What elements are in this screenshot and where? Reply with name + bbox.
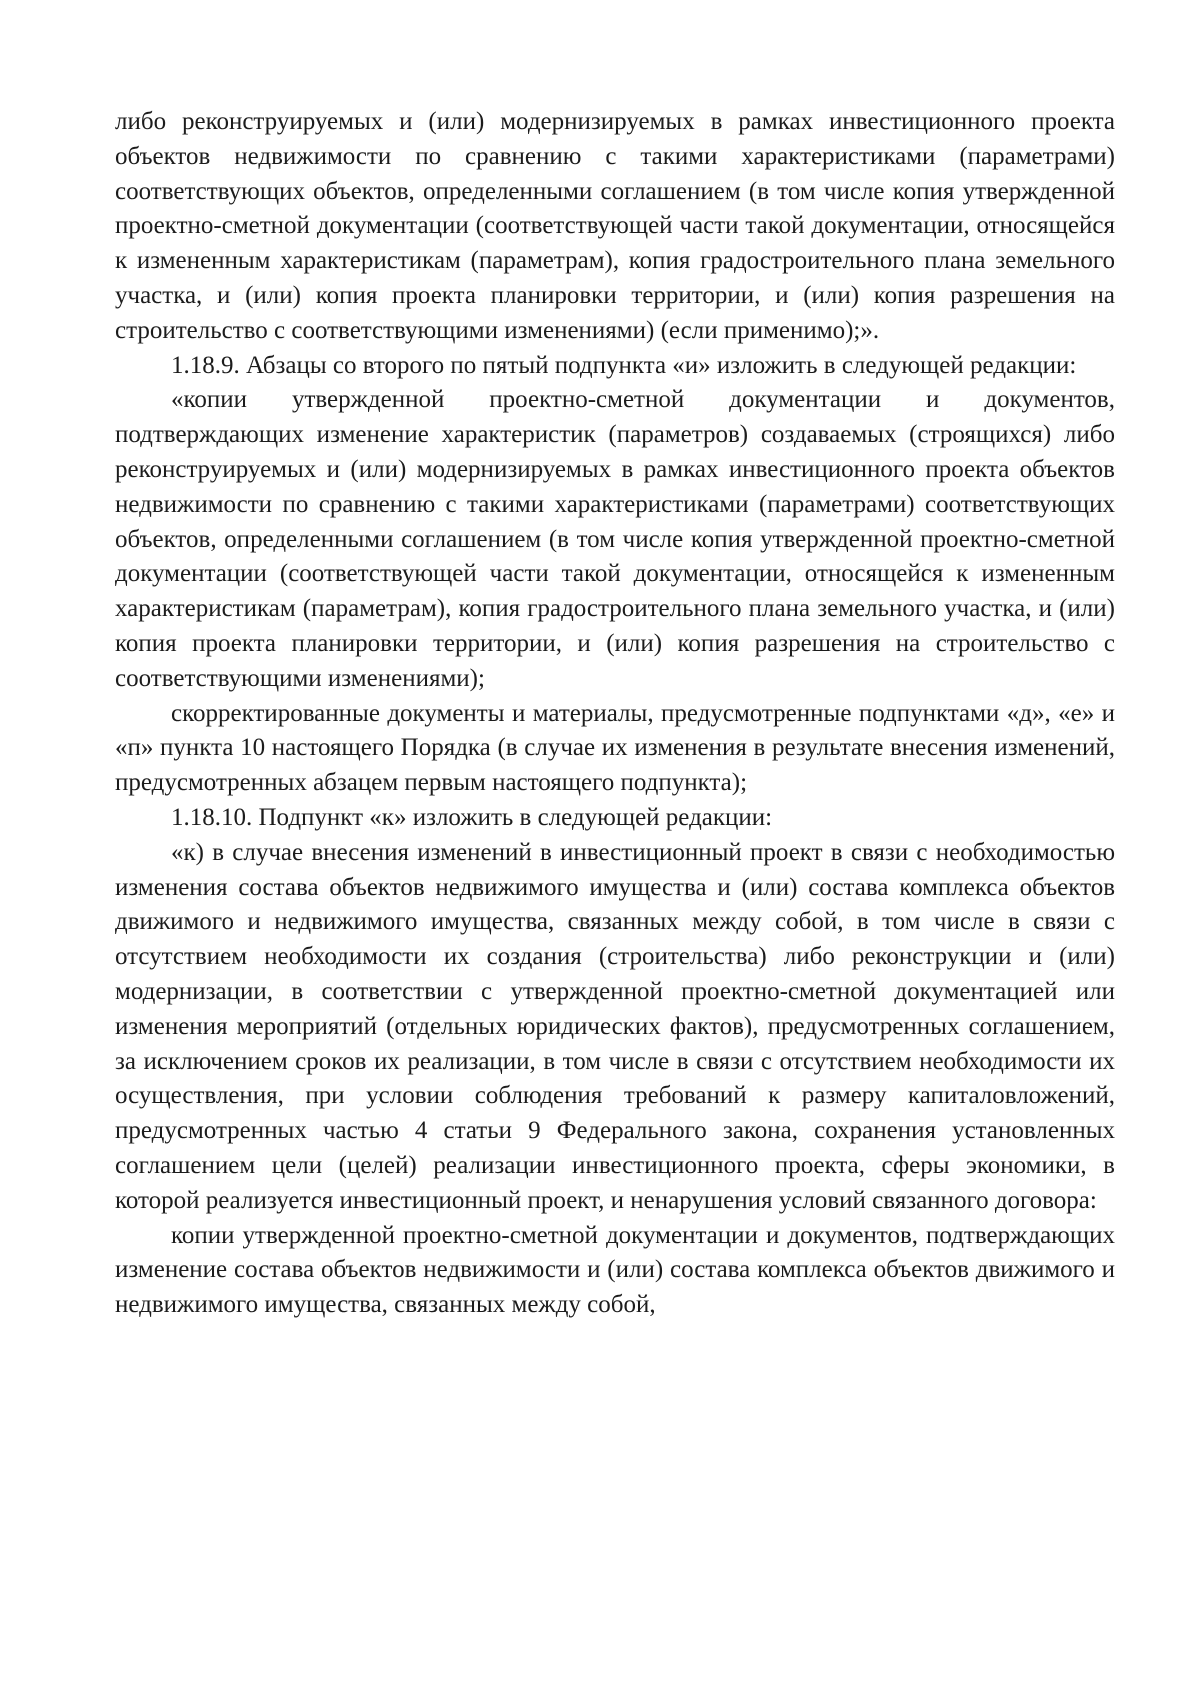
paragraph-copies-tail: копии утвержденной проектно-сметной документации и документов, подтверждающих изменение состава объектов недвижимости и (или) состава комплекса объектов движимого и недвижимого имущества, связанных между собой, <box>115 1221 1115 1319</box>
paragraph-subitem-k: «к) в случае внесения изменений в инвестиционный проект в связи с необходимостью изменения состава объектов недвижимого имущества и (или) состава комплекса объектов движимого и недвижимого имущества, связанных между собой, в том числе в связи с отсутствием необходимости их создания (строительства) либо реконструкции и (или) модернизации, в соответствии с утвержденной проектно-сметной документацией или изменения мероприятий (отдельных юридических фактов), предусмотренных соглашением, за исключением сроков их реализации, в том числе в связи с отсутствием необходимости их осуществления, при условии соблюдения требований к размеру капиталовложений, предусмотренных частью 4 статьи 9 Федерального закона, сохранения установленных соглашением цели (целей) реализации инвестиционного проекта, сферы экономики, в которой реализуется инвестиционный проект, и ненарушения условий связанного договора: <box>115 838 1115 1214</box>
paragraph-1-18-9: 1.18.9. Абзацы со второго по пятый подпункта «и» изложить в следующей редакции: <box>171 351 1077 379</box>
paragraph-corrected-documents: скорректированные документы и материалы, предусмотренные подпунктами «д», «е» и «п» пункта 10 настоящего Порядка (в случае их изменения в результате внесения изменений, предусмотренных абзацем первым настоящего подпункта); <box>115 699 1115 797</box>
paragraph-quote-copies: «копии утвержденной проектно-сметной документации и документов, подтверждающих изменение характеристик (параметров) создаваемых (строящихся) либо реконструируемых и (или) модернизируемых в рамках инвестиционного проекта объектов недвижимости по сравнению с такими характеристиками (параметрами) соответствующих объектов, определенными соглашением (в том числе копия утвержденной проектно-сметной документации (соответствующей части такой документации, относящейся к измененным характеристикам (параметрам), копия градостроительного плана земельного участка, и (или) копия проекта планировки территории, и (или) копия разрешения на строительство с соответствующими изменениями); <box>115 386 1115 692</box>
paragraph-continuation: либо реконструируемых и (или) модернизируемых в рамках инвестиционного проекта объектов недвижимости по сравнению с такими характеристиками (параметрами) соответствующих объектов, определенными соглашением (в том числе копия утвержденной проектно-сметной документации (соответствующей части такой документации, относящейся к измененным характеристикам (параметрам), копия градостроительного плана земельного участка, и (или) копия проекта планировки территории, и (или) копия разрешения на строительство с соответствующими изменениями) (если применимо);». <box>115 108 1115 344</box>
paragraph-1-18-10: 1.18.10. Подпункт «к» изложить в следующей редакции: <box>171 803 773 831</box>
